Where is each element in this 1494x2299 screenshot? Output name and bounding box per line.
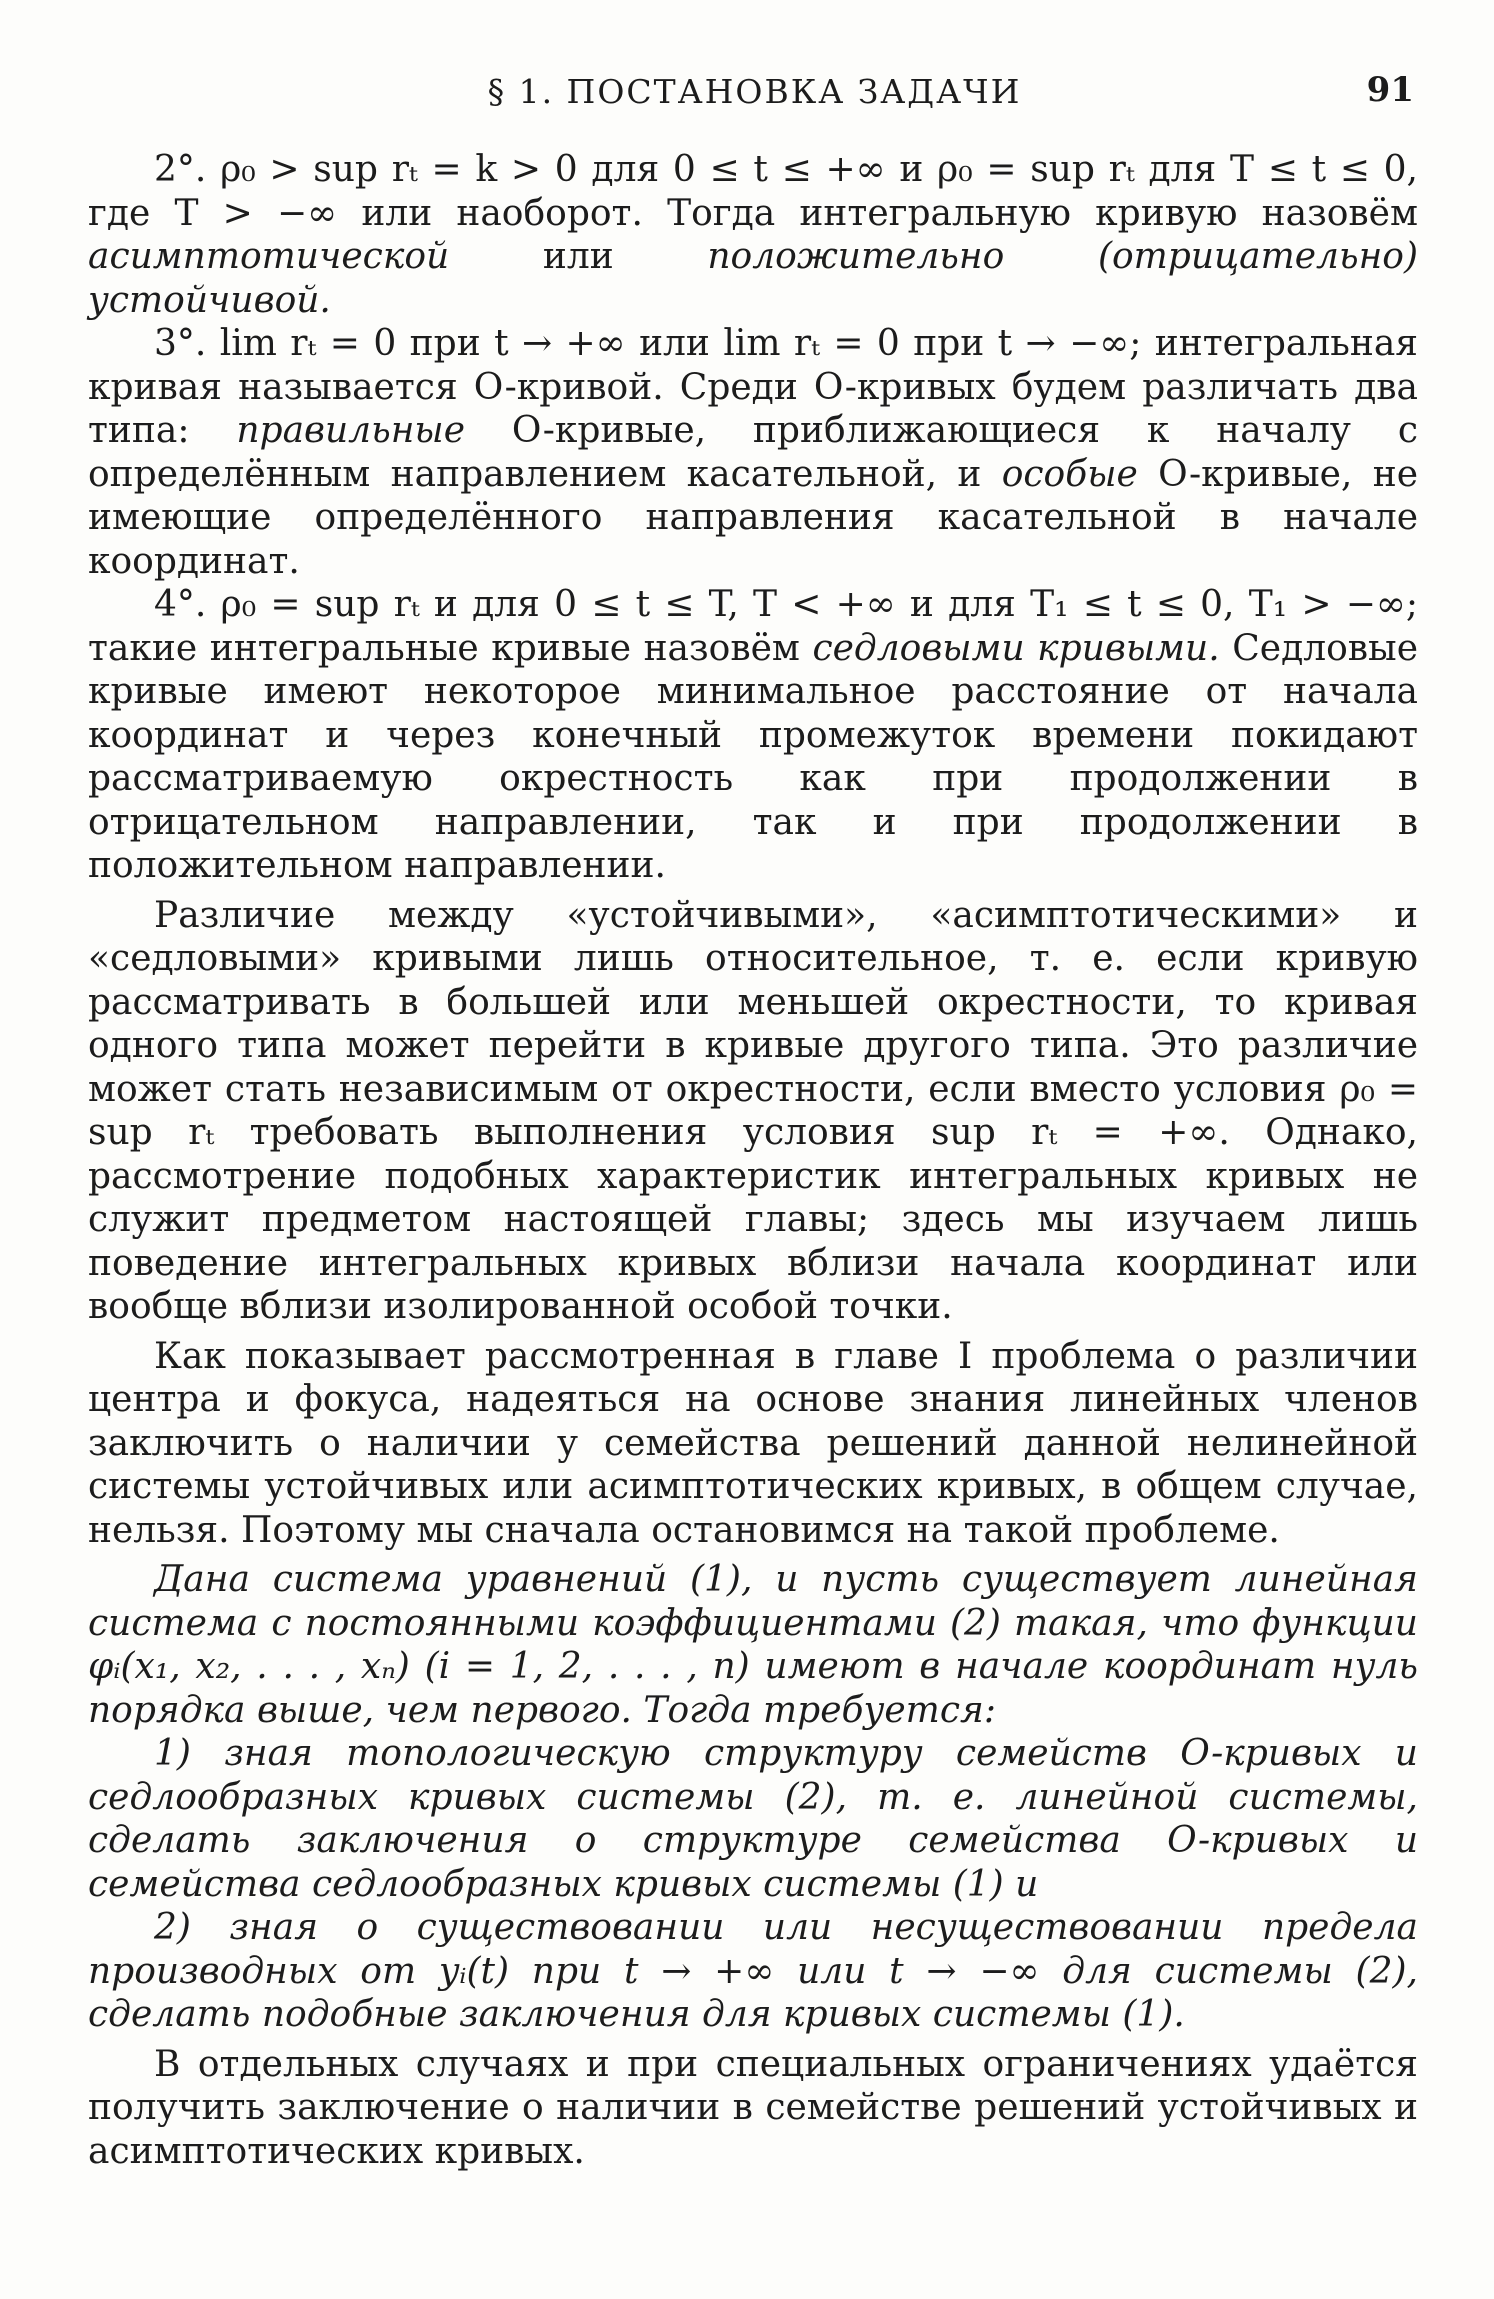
text-run: 2°. ρ₀ > sup rₜ = k > 0 для 0 ≤ t ≤ +∞ и ρ₀ = sup rₜ для T ≤ t ≤ 0, где T > −∞ или наоборот. Тогда интегральную кривую назовём (88, 149, 1418, 234)
paragraph-definition-3 (88, 322, 1418, 583)
emphasis-term: седловыми кривыми. (812, 627, 1220, 669)
page-number: 91 (1366, 70, 1414, 110)
running-head (95, 72, 1414, 122)
text-run: 4°. ρ₀ = sup rₜ и для 0 ≤ t ≤ T, T < +∞ и для T₁ ≤ t ≤ 0, T₁ > −∞; такие интегральные кривые назовём (88, 584, 1418, 669)
emphasis-term: положительно (отрицательно) устойчивой. (88, 236, 1419, 321)
running-title: § 1. ПОСТАНОВКА ЗАДАЧИ (487, 72, 1022, 111)
paragraph-definition-2 (88, 148, 1418, 322)
paragraph-problem-item-2: 2) зная о существовании или несуществовании предела производных от yᵢ(t) при t → +∞ или t → −∞ для системы (2), сделать подобные заключения для кривых системы (1). (88, 1907, 1418, 2035)
text-run: O-кривые, не имеющие определённого направления касательной в начале координат. (88, 453, 1418, 582)
paragraph-problem-item-1: 1) зная топологическую структуру семейств O-кривых и седлообразных кривых системы (2), т. е. линейной системы, сделать заключения о структуре семейства O-кривых и семейства седлообразных кривых системы (1) и (88, 1733, 1418, 1905)
emphasis-term: особые (1001, 453, 1138, 495)
text-run: O-кривые, приближающиеся к началу с определённым направлением касательной, и (88, 410, 1418, 495)
text-run: или (449, 236, 708, 277)
paragraph-definition-4 (88, 583, 1418, 888)
paragraph-problem-statement: Дана система уравнений (1), и пусть существует линейная система с постоянными коэффициентами (2) такая, что функции φᵢ(x₁, x₂, . . . , xₙ) (i = 1, 2, . . . , n) имеют в начале координат нуль порядка выше, чем первого. Тогда требуется: (88, 1559, 1418, 1731)
paragraph-relative-difference: Различие между «устойчивыми», «асимптотическими» и «седловыми» кривыми лишь относительное, т. е. если кривую рассматривать в большей или меньшей окрестности, то кривая одного типа может перейти в кривые другого типа. Это различие может стать независимым от окрестности, если вместо условия ρ₀ = sup rₜ требовать выполнения условия sup rₜ = +∞. Однако, рассмотрение подобных характеристик интегральных кривых не служит предметом настоящей главы; здесь мы изучаем лишь поведение интегральных кривых вблизи начала координат или вообще вблизи изолированной особой точки. (88, 894, 1418, 1327)
paragraph-center-focus: Как показывает рассмотренная в главе I проблема о различии центра и фокуса, надеяться на основе знания линейных членов заключить о наличии у семейства решений данной нелинейной системы устойчивых или асимптотических кривых, в общем случае, нельзя. Поэтому мы сначала остановимся на такой проблеме. (88, 1335, 1418, 1551)
emphasis-term: правильные (236, 410, 466, 451)
text-run: Седловые кривые имеют некоторое минимальное расстояние от начала координат и через конечный промежуток времени покидают рассматриваемую окрестность как при продолжении в отрицательном направлении, так и при продолжении в положительном направлении. (88, 627, 1418, 886)
emphasis-term: асимптотической (88, 236, 450, 277)
paragraph-conclusion: В отдельных случаях и при специальных ограничениях удаётся получить заключение о наличии в семействе решений устойчивых и асимптотических кривых. (88, 2043, 1418, 2172)
body-text (88, 148, 1418, 2173)
text-run: 3°. lim rₜ = 0 при t → +∞ или lim rₜ = 0 при t → −∞; интегральная кривая называется O-кривой. Среди O-кривых будем различать два типа: (88, 323, 1418, 451)
